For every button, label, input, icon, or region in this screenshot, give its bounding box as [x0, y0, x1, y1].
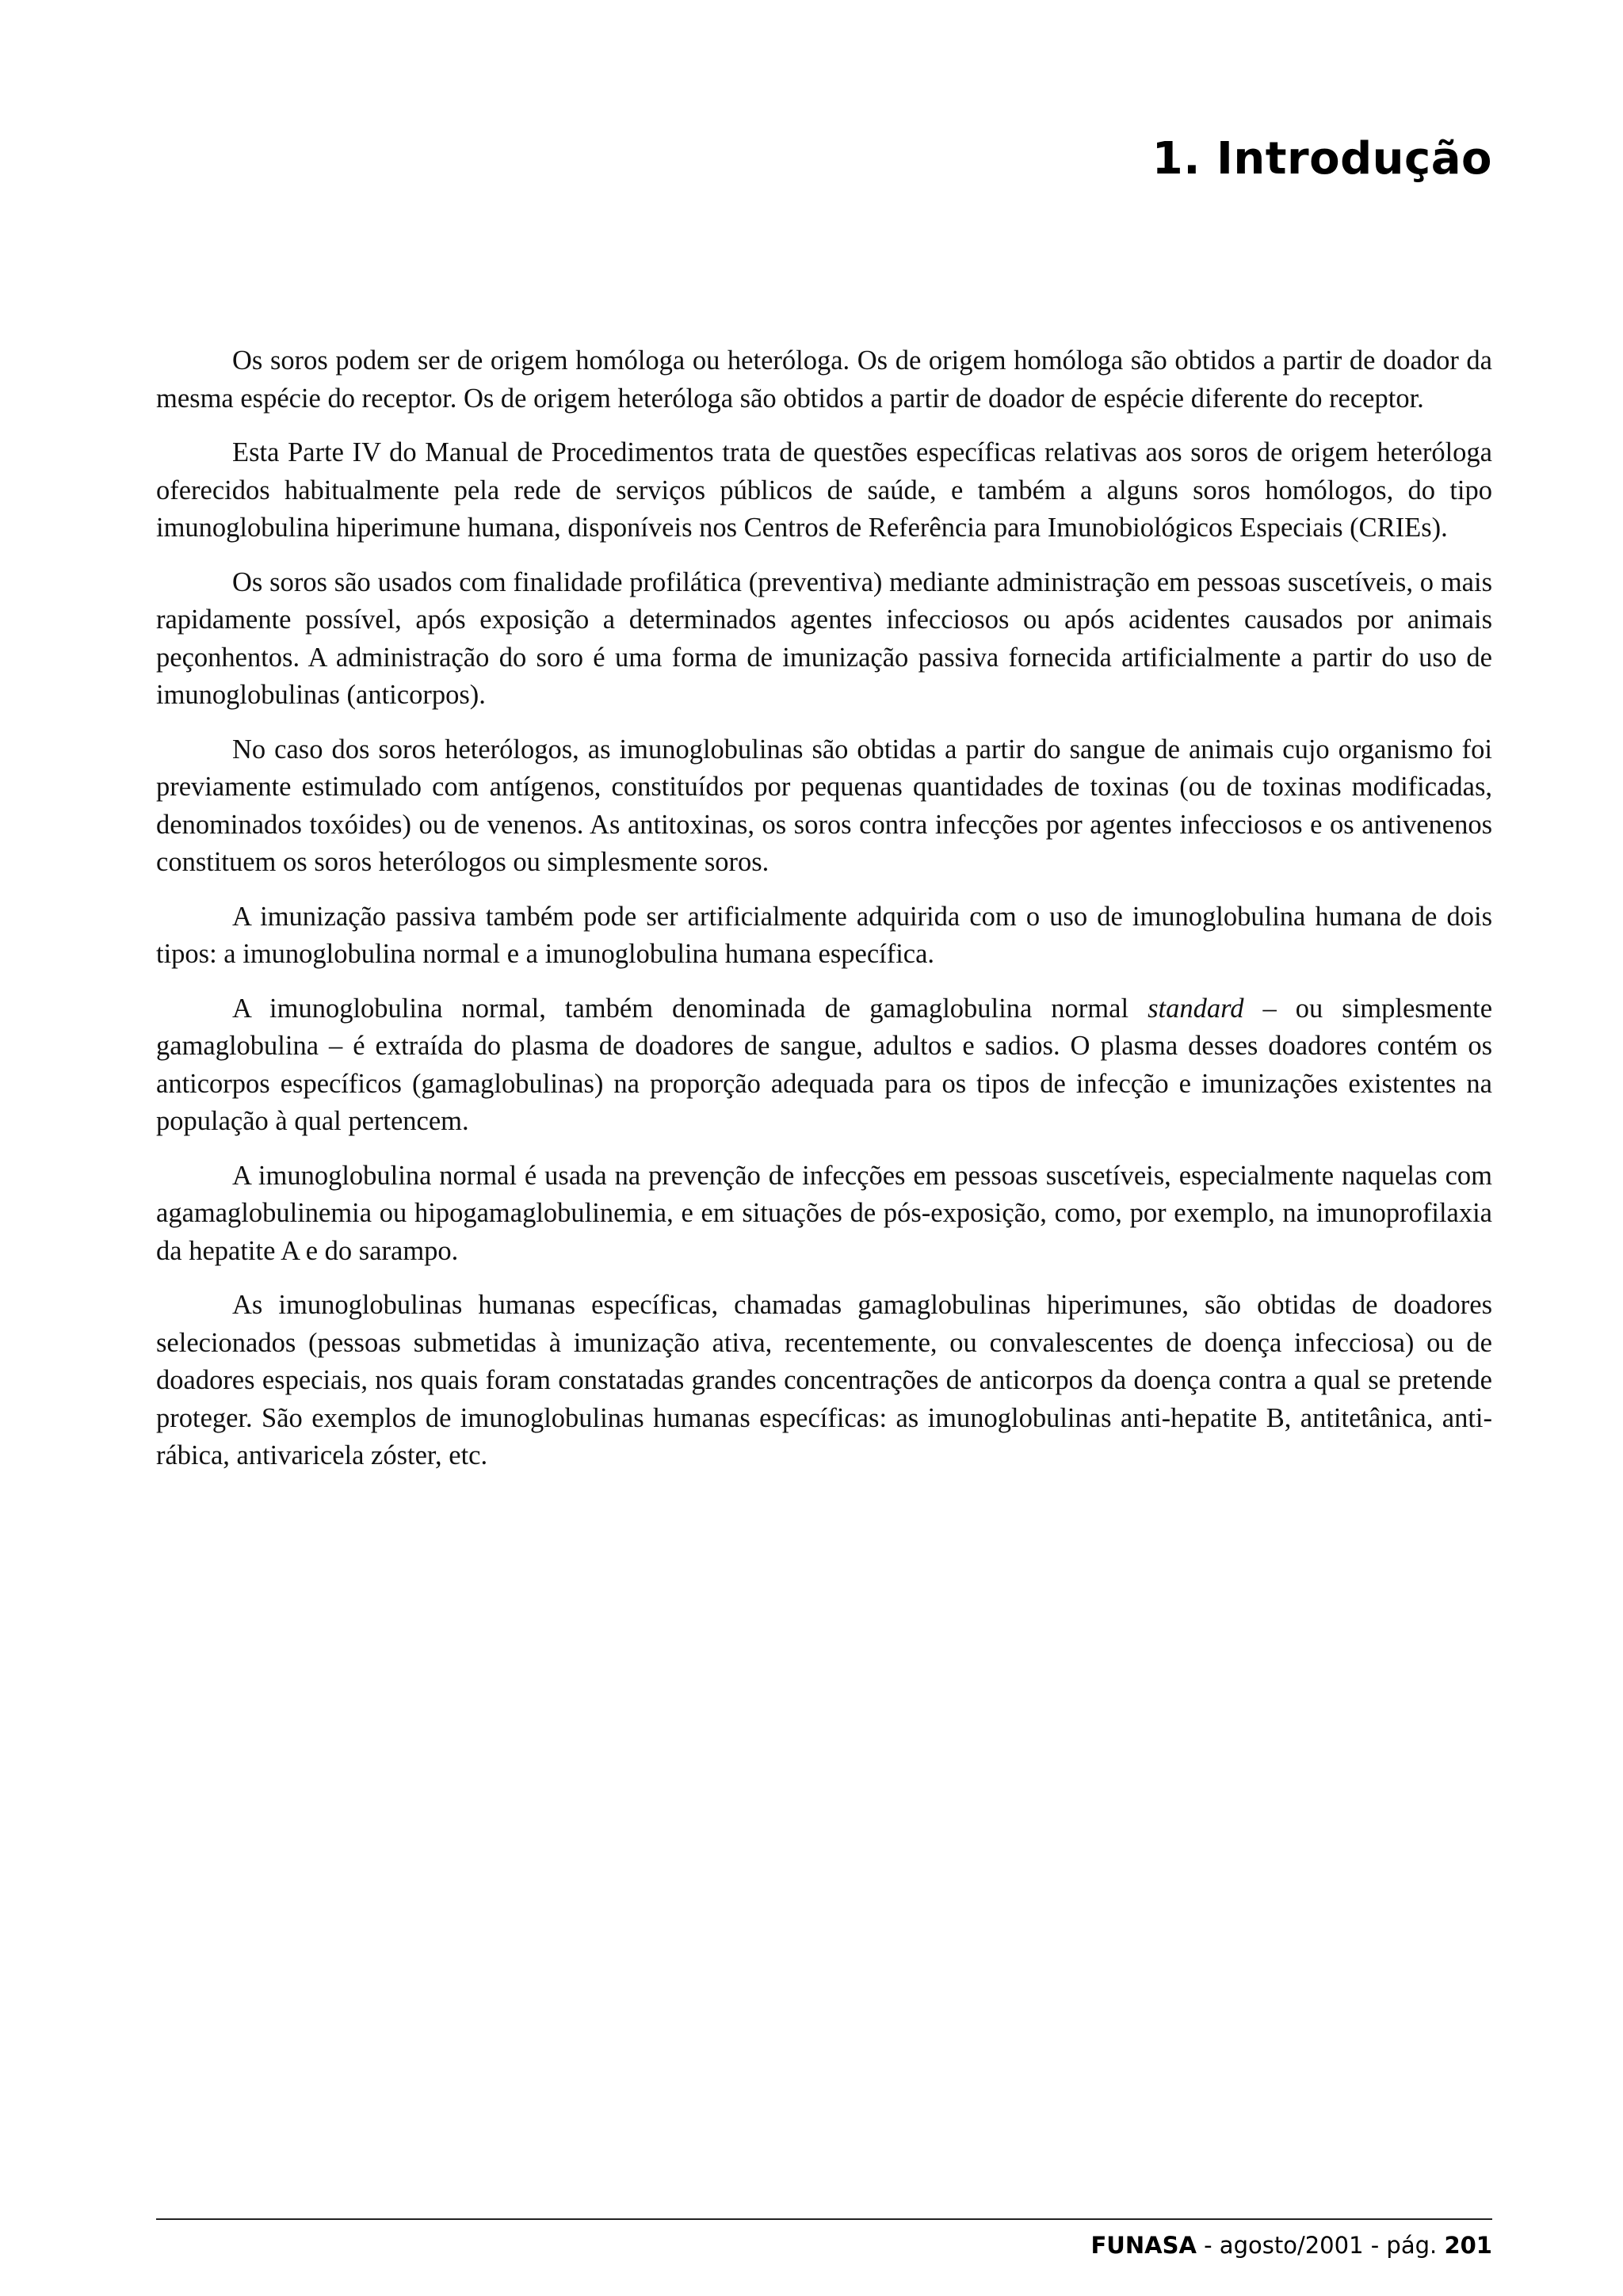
paragraph: No caso dos soros heterólogos, as imunoglobulinas são obtidas a partir do sangue de animais cujo organismo foi previamente estimulado com antígenos, constituídos por pequenas quantidades de toxinas (ou de toxinas modificadas, denominados toxóides) ou de venenos. As antitoxinas, os soros contra infecções por agentes infecciosos e os antivenenos constituem os soros heterólogos ou simplesmente soros. — [156, 734, 1492, 877]
italic-term: standard — [1148, 993, 1244, 1024]
page-number: 201 — [1444, 2232, 1492, 2259]
paragraph: Esta Parte IV do Manual de Procedimentos trata de questões específicas relativas aos soros de origem heteróloga oferecidos habitualmente pela rede de serviços públicos de saúde, e também a alguns soros homólogos, do tipo imunoglobulina hiperimune humana, disponíveis nos Centros de Referência para Imunobiológicos Especiais (CRIEs). — [156, 437, 1492, 543]
footer-date: - agosto/2001 - pág. — [1196, 2232, 1445, 2259]
paragraph: A imunização passiva também pode ser artificialmente adquirida com o uso de imunoglobulina humana de dois tipos: a imunoglobulina normal e a imunoglobulina humana específica. — [156, 901, 1492, 969]
paragraph: As imunoglobulinas humanas específicas, chamadas gamaglobulinas hiperimunes, são obtidas de doadores selecionados (pessoas submetidas à imunização ativa, recentemente, ou convalescentes de doença infecciosa) ou de doadores especiais, nos quais foram constatadas grandes concentrações de anticorpos da doença contra a qual se pretende proteger. São exemplos de imunoglobulinas humanas específicas: as imunoglobulinas anti-hepatite B, antitetânica, anti-rábica, antivaricela zóster, etc. — [156, 1290, 1492, 1470]
paragraph: Os soros podem ser de origem homóloga ou heteróloga. Os de origem homóloga são obtidos a partir de doador da mesma espécie do receptor. Os de origem heteróloga são obtidos a partir de doador de espécie diferente do receptor. — [156, 345, 1492, 414]
paragraph: A imunoglobulina normal é usada na prevenção de infecções em pessoas suscetíveis, especialmente naquelas com agamaglobulinemia ou hipogamaglobulinemia, e em situações de pós-exposição, como, por exemplo, na imunoprofilaxia da hepatite A e do sarampo. — [156, 1160, 1492, 1266]
paragraph-text: A imunoglobulina normal, também denominada de gamaglobulina normal — [232, 993, 1148, 1024]
chapter-title: 1. Introdução — [1151, 133, 1492, 185]
body-text — [156, 342, 1492, 1492]
footer-organization: FUNASA — [1090, 2232, 1197, 2259]
paragraph-text: – ou simplesmente gamaglobulina – é extraída do plasma de doadores de sangue, adultos e sadios. O plasma desses doadores contém os anticorpos específicos (gamaglobulinas) na proporção adequada para os tipos de infecção e imunizações existentes na população à qual pertencem. — [156, 993, 1493, 1136]
paragraph — [156, 990, 1492, 1141]
footer-divider — [156, 2218, 1492, 2220]
page-footer — [1091, 2232, 1493, 2259]
paragraph: Os soros são usados com finalidade profilática (preventiva) mediante administração em pessoas suscetíveis, o mais rapidamente possível, após exposição a determinados agentes infecciosos ou após acidentes causados por animais peçonhentos. A administração do soro é uma forma de imunização passiva fornecida artificialmente a partir do uso de imunoglobulinas (anticorpos). — [156, 566, 1492, 710]
